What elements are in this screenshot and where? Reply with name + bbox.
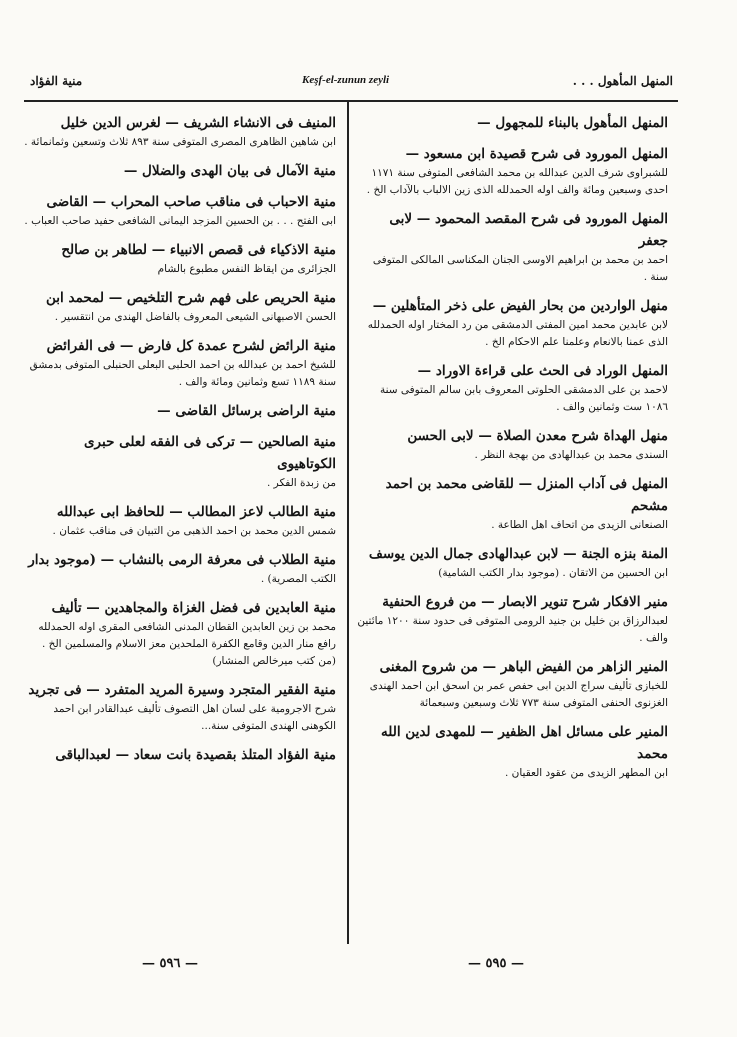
entry-title: منية الصالحين — تركى فى الفقه لعلى حبرى الكوتاهيوى xyxy=(83,434,336,472)
header-rule xyxy=(24,100,678,102)
bibliography-entry xyxy=(356,721,668,782)
entry-description: ابن شاهين الظاهرى المصرى المتوفى سنة ٨٩٣ ثلاث وتسعين وثمانمائة . xyxy=(24,136,336,148)
entry-title: منية الراضى برسائل القاضى — xyxy=(157,403,336,419)
bibliography-entry xyxy=(356,208,668,286)
entry-description: الحسن الاصبهانى الشيعى المعروف بالفاضل الهندى من انتقسير . xyxy=(54,311,336,323)
entry-description: احمد بن محمد بن ابراهيم الاوسى الجنان المكناسى المالكى المتوفى سنة . xyxy=(372,254,668,283)
entry-description: الكتب المصرية) . xyxy=(260,573,336,585)
left-column xyxy=(24,112,336,775)
entry-title: منية الآمال فى بيان الهدى والضلال — xyxy=(123,163,336,179)
entry-title: المنير الزاهر من الفيض الباهر — من شروح المغنى xyxy=(379,659,668,675)
bibliography-entry xyxy=(24,400,336,422)
entry-description: السندى محمد بن عبدالهادى من بهجة النظر . xyxy=(474,449,668,461)
entry-description: ابن الحسين من الاتقان . (موجود بدار الكتب الشامية) xyxy=(438,567,668,579)
bibliography-entry xyxy=(356,591,668,647)
entry-description: الجزائرى من ايقاظ النفس مطبوع بالشام xyxy=(157,263,336,275)
bibliography-entry xyxy=(356,112,668,134)
entry-description: شرح الاجرومية على لسان اهل التصوف تأليف عبدالقادر ابن احمد الكوهنى الهندى المتوفى سنة... xyxy=(53,703,336,732)
entry-title: المنهل المورود فى شرح قصيدة ابن مسعود — xyxy=(405,146,668,162)
entry-description: لعبدالرزاق بن خليل بن جنيد الرومى المتوفى فى حدود سنة ١٢٠٠ مائتين والف . xyxy=(357,615,668,644)
entry-description: ابن المطهر الزيدى من عقود العقيان . xyxy=(504,767,668,779)
right-column xyxy=(356,112,668,791)
page-number-left: — ٥٩٦ — xyxy=(142,956,199,971)
running-head-left: منية الفؤاد xyxy=(30,74,83,88)
entry-title: المنهل الوراد فى الحث على قراءة الاوراد — xyxy=(417,363,668,379)
entry-title: منير الافكار شرح تنوير الابصار — من فروع الحنفية xyxy=(382,594,668,610)
bibliography-entry xyxy=(24,597,336,670)
bibliography-entry xyxy=(356,143,668,199)
bibliography-entry xyxy=(356,360,668,416)
bibliography-entry xyxy=(356,543,668,582)
bibliography-entry xyxy=(356,473,668,534)
entry-title: منية الاذكياء فى قصص الانبياء — لطاهر بن صالح xyxy=(61,242,336,258)
column-divider xyxy=(347,102,349,944)
entry-title: المنير على مسائل اهل الظفير — للمهدى لدين الله محمد xyxy=(381,724,668,762)
bibliography-entry xyxy=(24,191,336,230)
entry-description: من زبدة الفكر . xyxy=(267,477,336,489)
entry-title: منهل الهداة شرح معدن الصلاة — لابى الحسن xyxy=(407,428,668,444)
bibliography-entry xyxy=(24,335,336,391)
bibliography-entry xyxy=(356,656,668,712)
bibliography-entry xyxy=(24,431,336,492)
bibliography-entry xyxy=(24,239,336,278)
bibliography-entry xyxy=(356,425,668,464)
running-head-center: Keşf-el-zunun zeyli xyxy=(302,74,390,86)
entry-title: منية الحريص على فهم شرح التلخيص — لمحمد ابن xyxy=(46,290,336,306)
entry-title: منية الفقير المتجرد وسيرة المريد المتفرد — فى تجريد xyxy=(28,682,336,698)
entry-description: للشيخ احمد بن عبدالله بن احمد الحلبى البعلى الحنبلى المتوفى بدمشق سنة ١١٨٩ تسع وثمانين ومائة والف . xyxy=(29,359,336,388)
entry-description: لاحمد بن على الدمشقى الحلوتى المعروف بابن سالم المتوفى سنة ١٠٨٦ ست وثمانين والف . xyxy=(379,384,668,413)
entry-title: المنيف فى الانشاء الشريف — لغرس الدين خليل xyxy=(60,115,336,131)
entry-title: منية الطلاب فى معرفة الرمى بالنشاب — (موجود بدار xyxy=(28,552,336,568)
entry-title: منهل الواردين من بحار الفيض على ذخر المتأهلين — xyxy=(372,298,668,314)
entry-description: الصنعانى الزيدى من اتحاف اهل الطاعة . xyxy=(491,519,668,531)
entry-description: لابن عابدين محمد امين المفتى الدمشقى من رد المختار اوله الحمدلله الذى عمنا بالانعام وعلمنا علم الاحكام الخ . xyxy=(367,319,668,348)
entry-title: المنة بنزه الجنة — لابن عبدالهادى جمال الدين يوسف xyxy=(368,546,668,562)
entry-description: للخبازى تأليف سراج الدين ابى حفص عمر بن اسحق ابن احمد الهندى الغزنوى الحنفى المتوفى سنة ٧٧٣ ثلاث وسبعين وسبعمائة xyxy=(369,680,668,709)
bibliography-entry xyxy=(24,679,336,735)
entry-description: محمد بن زين العابدين القطان المدنى الشافعى المقرى اوله الحمدلله رافع منار الدين وقامع الكفرة الملحدين معز الاسلام والمسلمين الخ . (من كتب ميرخالص المنشار) xyxy=(38,621,336,667)
bibliography-entry xyxy=(24,287,336,326)
entry-description: شمس الدين محمد بن احمد الذهبى من التبيان فى مناقب عثمان . xyxy=(52,525,336,537)
bibliography-entry xyxy=(24,501,336,540)
bibliography-entry xyxy=(24,744,336,766)
bibliography-entry xyxy=(24,160,336,182)
entry-title: منية الطالب لاعز المطالب — للحافظ ابى عبدالله xyxy=(56,504,336,520)
bibliography-entry xyxy=(24,549,336,588)
entry-title: المنهل المورود فى شرح المقصد المحمود — لابى جعفر xyxy=(389,211,668,249)
entry-title: منية الفؤاد المتلذ بقصيدة بانت سعاد — لعبدالباقى xyxy=(55,747,336,763)
running-head-right: المنهل المأهول . . . xyxy=(572,74,673,88)
entry-title: منية الاحباب فى مناقب صاحب المحراب — القاضى xyxy=(46,194,336,210)
bibliography-entry xyxy=(356,295,668,351)
entry-title: المنهل المأهول بالبناء للمجهول — xyxy=(477,115,668,131)
entry-title: منية العابدين فى فضل الغزاة والمجاهدين — تأليف xyxy=(51,600,336,616)
entry-title: منية الرائض لشرح عمدة كل فارض — فى الفرائض xyxy=(46,338,336,354)
entry-description: للشبراوى شرف الدين عبدالله بن محمد الشافعى المتوفى سنة ١١٧١ احدى وسبعين ومائة والف اوله الحمدلله الذى زين الالباب بالآداب الخ . xyxy=(366,167,668,196)
page-number-right: — ٥٩٥ — xyxy=(468,956,525,971)
entry-title: المنهل فى آداب المنزل — للقاضى محمد بن احمد مشحم xyxy=(385,476,668,514)
entry-description: ابى الفتح . . . بن الحسين المزجد اليمانى الشافعى حفيد صاحب العباب . xyxy=(24,215,336,227)
bibliography-entry xyxy=(24,112,336,151)
